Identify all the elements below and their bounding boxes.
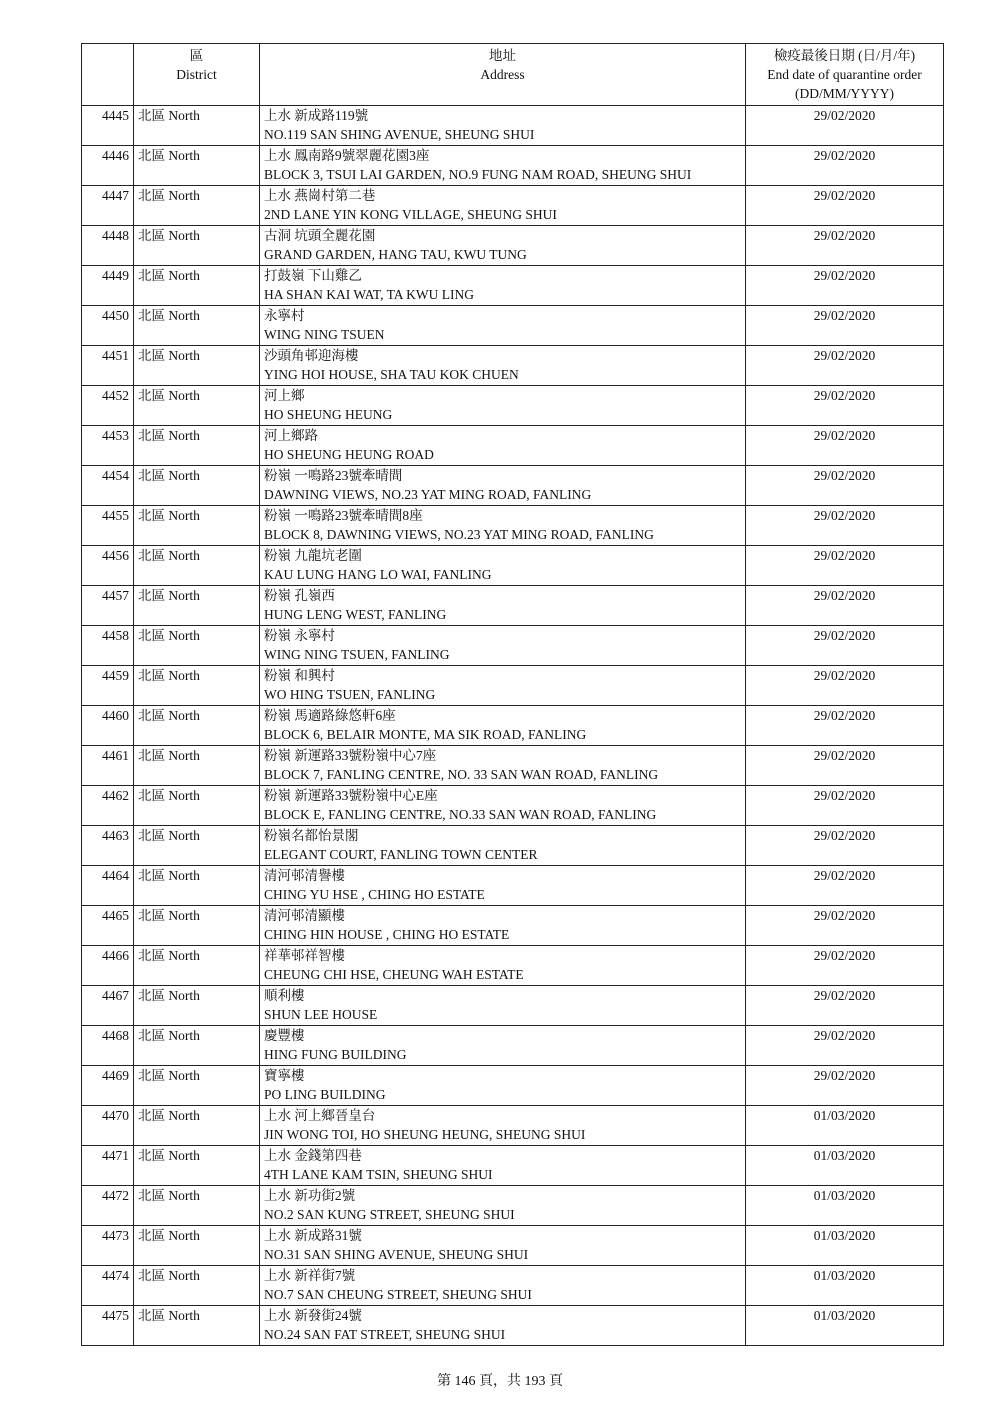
row-end-date: 29/02/2020	[746, 786, 944, 826]
row-end-date: 29/02/2020	[746, 746, 944, 786]
address-chinese: 打鼓嶺 下山雞乙	[264, 268, 362, 283]
row-end-date: 29/02/2020	[746, 266, 944, 306]
address-english: BLOCK 8, DAWNING VIEWS, NO.23 YAT MING ROAD, FANLING	[264, 527, 654, 542]
address-chinese: 河上鄉	[264, 388, 305, 403]
row-address	[260, 546, 746, 586]
row-address	[260, 666, 746, 706]
table-row	[82, 586, 944, 626]
row-number: 4448	[82, 226, 134, 266]
row-address	[260, 1226, 746, 1266]
address-chinese: 粉嶺名都怡景閣	[264, 828, 359, 843]
row-number: 4454	[82, 466, 134, 506]
address-chinese: 粉嶺 一鳴路23號牽晴間8座	[264, 508, 423, 523]
row-end-date: 29/02/2020	[746, 946, 944, 986]
row-district: 北區 North	[134, 1226, 260, 1266]
row-end-date: 29/02/2020	[746, 1026, 944, 1066]
address-chinese: 慶豐樓	[264, 1028, 305, 1043]
table-row	[82, 626, 944, 666]
row-district: 北區 North	[134, 1306, 260, 1346]
table-row	[82, 426, 944, 466]
header-row	[82, 44, 944, 106]
table-row	[82, 786, 944, 826]
row-end-date: 29/02/2020	[746, 106, 944, 146]
row-address	[260, 146, 746, 186]
address-chinese: 永寧村	[264, 308, 305, 323]
row-address	[260, 586, 746, 626]
row-district: 北區 North	[134, 866, 260, 906]
address-english: BLOCK 7, FANLING CENTRE, NO. 33 SAN WAN ROAD, FANLING	[264, 767, 659, 782]
address-english: NO.7 SAN CHEUNG STREET, SHEUNG SHUI	[264, 1287, 532, 1302]
address-english: BLOCK 3, TSUI LAI GARDEN, NO.9 FUNG NAM ROAD, SHEUNG SHUI	[264, 167, 692, 182]
row-district: 北區 North	[134, 506, 260, 546]
address-english: NO.31 SAN SHING AVENUE, SHEUNG SHUI	[264, 1247, 529, 1262]
row-address	[260, 1026, 746, 1066]
row-end-date: 29/02/2020	[746, 546, 944, 586]
header-address-zh: 地址	[489, 48, 516, 63]
row-number: 4447	[82, 186, 134, 226]
row-number: 4465	[82, 906, 134, 946]
table-row	[82, 986, 944, 1026]
table-row	[82, 226, 944, 266]
header-address-en: Address	[480, 67, 525, 82]
row-number: 4462	[82, 786, 134, 826]
table-row	[82, 1146, 944, 1186]
row-number: 4459	[82, 666, 134, 706]
row-end-date: 29/02/2020	[746, 346, 944, 386]
row-district: 北區 North	[134, 946, 260, 986]
row-number: 4467	[82, 986, 134, 1026]
row-district: 北區 North	[134, 786, 260, 826]
row-number: 4469	[82, 1066, 134, 1106]
row-end-date: 01/03/2020	[746, 1306, 944, 1346]
row-district: 北區 North	[134, 466, 260, 506]
table-row	[82, 866, 944, 906]
row-number: 4445	[82, 106, 134, 146]
header-date-en: End date of quarantine order	[767, 67, 922, 82]
address-chinese: 上水 新祥街7號	[264, 1268, 356, 1283]
row-district: 北區 North	[134, 186, 260, 226]
row-district: 北區 North	[134, 1066, 260, 1106]
row-end-date: 29/02/2020	[746, 906, 944, 946]
row-address	[260, 466, 746, 506]
address-chinese: 順利樓	[264, 988, 305, 1003]
address-chinese: 粉嶺 孔嶺西	[264, 588, 335, 603]
row-end-date: 01/03/2020	[746, 1146, 944, 1186]
address-english: YING HOI HOUSE, SHA TAU KOK CHUEN	[264, 367, 519, 382]
row-address	[260, 746, 746, 786]
row-district: 北區 North	[134, 906, 260, 946]
row-address	[260, 906, 746, 946]
row-end-date: 29/02/2020	[746, 146, 944, 186]
header-number	[82, 44, 134, 106]
row-address	[260, 1266, 746, 1306]
address-english: BLOCK 6, BELAIR MONTE, MA SIK ROAD, FANLING	[264, 727, 587, 742]
table-row	[82, 266, 944, 306]
row-end-date: 29/02/2020	[746, 226, 944, 266]
address-chinese: 寶寧樓	[264, 1068, 305, 1083]
address-chinese: 粉嶺 九龍坑老圍	[264, 548, 362, 563]
header-district-en: District	[176, 67, 217, 82]
row-district: 北區 North	[134, 1106, 260, 1146]
address-english: BLOCK E, FANLING CENTRE, NO.33 SAN WAN ROAD, FANLING	[264, 807, 657, 822]
row-number: 4460	[82, 706, 134, 746]
row-district: 北區 North	[134, 106, 260, 146]
row-district: 北區 North	[134, 626, 260, 666]
row-number: 4461	[82, 746, 134, 786]
table-row	[82, 906, 944, 946]
address-english: HUNG LENG WEST, FANLING	[264, 607, 447, 622]
row-number: 4472	[82, 1186, 134, 1226]
address-chinese: 粉嶺 和興村	[264, 668, 335, 683]
table-row	[82, 1266, 944, 1306]
table-header	[82, 44, 944, 106]
row-district: 北區 North	[134, 346, 260, 386]
header-district-zh: 區	[189, 48, 204, 63]
address-english: NO.2 SAN KUNG STREET, SHEUNG SHUI	[264, 1207, 515, 1222]
row-district: 北區 North	[134, 1146, 260, 1186]
table-body	[82, 106, 944, 1346]
header-date	[746, 44, 944, 106]
row-number: 4449	[82, 266, 134, 306]
row-address	[260, 306, 746, 346]
row-number: 4474	[82, 1266, 134, 1306]
row-number: 4470	[82, 1106, 134, 1146]
address-english: 4TH LANE KAM TSIN, SHEUNG SHUI	[264, 1167, 493, 1182]
table-row	[82, 506, 944, 546]
row-end-date: 01/03/2020	[746, 1186, 944, 1226]
row-district: 北區 North	[134, 146, 260, 186]
row-end-date: 01/03/2020	[746, 1106, 944, 1146]
address-chinese: 上水 河上鄉晉皇台	[264, 1108, 376, 1123]
quarantine-address-table	[81, 43, 944, 1346]
address-english: NO.119 SAN SHING AVENUE, SHEUNG SHUI	[264, 127, 535, 142]
address-english: WO HING TSUEN, FANLING	[264, 687, 436, 702]
row-address	[260, 1306, 746, 1346]
table-row	[82, 466, 944, 506]
address-english: SHUN LEE HOUSE	[264, 1007, 378, 1022]
address-chinese: 粉嶺 永寧村	[264, 628, 335, 643]
address-english: HING FUNG BUILDING	[264, 1047, 407, 1062]
row-district: 北區 North	[134, 986, 260, 1026]
row-number: 4463	[82, 826, 134, 866]
address-chinese: 古洞 坑頭全麗花園	[264, 228, 376, 243]
row-address	[260, 826, 746, 866]
address-english: PO LING BUILDING	[264, 1087, 386, 1102]
row-address	[260, 946, 746, 986]
header-district	[134, 44, 260, 106]
table-row	[82, 666, 944, 706]
row-number: 4473	[82, 1226, 134, 1266]
row-number: 4456	[82, 546, 134, 586]
header-date-format: (DD/MM/YYYY)	[795, 86, 894, 101]
row-district: 北區 North	[134, 1186, 260, 1226]
address-english: WING NING TSUEN, FANLING	[264, 647, 450, 662]
row-address	[260, 786, 746, 826]
row-end-date: 29/02/2020	[746, 506, 944, 546]
row-end-date: 29/02/2020	[746, 986, 944, 1026]
row-end-date: 29/02/2020	[746, 666, 944, 706]
address-chinese: 上水 新成路119號	[264, 108, 369, 123]
row-number: 4466	[82, 946, 134, 986]
row-end-date: 29/02/2020	[746, 866, 944, 906]
address-english: JIN WONG TOI, HO SHEUNG HEUNG, SHEUNG SHUI	[264, 1127, 586, 1142]
address-chinese: 粉嶺 馬適路綠悠軒6座	[264, 708, 396, 723]
page-number: 第 146 頁，共 193 頁	[437, 1374, 563, 1389]
table-row	[82, 1026, 944, 1066]
address-chinese: 上水 燕崗村第二巷	[264, 188, 376, 203]
row-district: 北區 North	[134, 386, 260, 426]
header-address	[260, 44, 746, 106]
row-district: 北區 North	[134, 546, 260, 586]
row-address	[260, 106, 746, 146]
address-english: 2ND LANE YIN KONG VILLAGE, SHEUNG SHUI	[264, 207, 557, 222]
address-chinese: 清河邨清顯樓	[264, 908, 345, 923]
address-english: ELEGANT COURT, FANLING TOWN CENTER	[264, 847, 538, 862]
address-english: KAU LUNG HANG LO WAI, FANLING	[264, 567, 492, 582]
row-end-date: 29/02/2020	[746, 626, 944, 666]
row-district: 北區 North	[134, 826, 260, 866]
row-number: 4446	[82, 146, 134, 186]
table-row	[82, 946, 944, 986]
row-address	[260, 1186, 746, 1226]
row-district: 北區 North	[134, 226, 260, 266]
address-english: HA SHAN KAI WAT, TA KWU LING	[264, 287, 475, 302]
table-row	[82, 346, 944, 386]
table-row	[82, 106, 944, 146]
table-row	[82, 186, 944, 226]
address-chinese: 上水 金錢第四巷	[264, 1148, 362, 1163]
table-row	[82, 1106, 944, 1146]
address-chinese: 沙頭角邨迎海樓	[264, 348, 359, 363]
address-english: HO SHEUNG HEUNG	[264, 407, 393, 422]
address-english: GRAND GARDEN, HANG TAU, KWU TUNG	[264, 247, 527, 262]
row-address	[260, 706, 746, 746]
row-end-date: 29/02/2020	[746, 186, 944, 226]
address-chinese: 清河邨清譽樓	[264, 868, 345, 883]
address-chinese: 祥華邨祥智樓	[264, 948, 345, 963]
table-row	[82, 1066, 944, 1106]
row-number: 4468	[82, 1026, 134, 1066]
row-number: 4457	[82, 586, 134, 626]
table-row	[82, 706, 944, 746]
row-address	[260, 186, 746, 226]
table-row	[82, 1186, 944, 1226]
address-chinese: 河上鄉路	[264, 428, 318, 443]
row-end-date: 29/02/2020	[746, 426, 944, 466]
row-number: 4471	[82, 1146, 134, 1186]
address-chinese: 上水 新成路31號	[264, 1228, 362, 1243]
address-chinese: 粉嶺 新運路33號粉嶺中心E座	[264, 788, 438, 803]
address-english: HO SHEUNG HEUNG ROAD	[264, 447, 434, 462]
row-address	[260, 1066, 746, 1106]
table-row	[82, 546, 944, 586]
address-chinese: 粉嶺 新運路33號粉嶺中心7座	[264, 748, 437, 763]
address-chinese: 上水 新功街2號	[264, 1188, 356, 1203]
table-row	[82, 306, 944, 346]
row-district: 北區 North	[134, 306, 260, 346]
row-address	[260, 1146, 746, 1186]
row-end-date: 29/02/2020	[746, 586, 944, 626]
row-address	[260, 626, 746, 666]
address-chinese: 上水 鳳南路9號翠麗花園3座	[264, 148, 430, 163]
row-end-date: 29/02/2020	[746, 306, 944, 346]
row-district: 北區 North	[134, 586, 260, 626]
row-address	[260, 506, 746, 546]
row-district: 北區 North	[134, 746, 260, 786]
address-english: WING NING TSUEN	[264, 327, 385, 342]
table-row	[82, 746, 944, 786]
row-number: 4458	[82, 626, 134, 666]
row-address	[260, 386, 746, 426]
row-end-date: 29/02/2020	[746, 826, 944, 866]
table-row	[82, 1226, 944, 1266]
table-row	[82, 386, 944, 426]
address-chinese: 上水 新發街24號	[264, 1308, 362, 1323]
table-row	[82, 826, 944, 866]
row-address	[260, 426, 746, 466]
row-address	[260, 986, 746, 1026]
row-district: 北區 North	[134, 426, 260, 466]
row-end-date: 29/02/2020	[746, 466, 944, 506]
address-english: CHING YU HSE , CHING HO ESTATE	[264, 887, 485, 902]
row-end-date: 29/02/2020	[746, 706, 944, 746]
row-address	[260, 266, 746, 306]
row-number: 4455	[82, 506, 134, 546]
row-address	[260, 226, 746, 266]
row-number: 4450	[82, 306, 134, 346]
address-english: DAWNING VIEWS, NO.23 YAT MING ROAD, FANLING	[264, 487, 592, 502]
row-number: 4475	[82, 1306, 134, 1346]
row-number: 4453	[82, 426, 134, 466]
row-address	[260, 866, 746, 906]
row-number: 4451	[82, 346, 134, 386]
row-end-date: 29/02/2020	[746, 386, 944, 426]
row-district: 北區 North	[134, 1266, 260, 1306]
table-row	[82, 146, 944, 186]
row-number: 4464	[82, 866, 134, 906]
row-district: 北區 North	[134, 666, 260, 706]
address-english: CHING HIN HOUSE , CHING HO ESTATE	[264, 927, 510, 942]
address-english: NO.24 SAN FAT STREET, SHEUNG SHUI	[264, 1327, 506, 1342]
address-english: CHEUNG CHI HSE, CHEUNG WAH ESTATE	[264, 967, 524, 982]
address-chinese: 粉嶺 一鳴路23號牽晴間	[264, 468, 403, 483]
row-end-date: 01/03/2020	[746, 1266, 944, 1306]
row-end-date: 01/03/2020	[746, 1226, 944, 1266]
header-date-zh: 檢疫最後日期 (日/月/年)	[773, 48, 916, 63]
row-district: 北區 North	[134, 266, 260, 306]
table-row	[82, 1306, 944, 1346]
row-end-date: 29/02/2020	[746, 1066, 944, 1106]
row-district: 北區 North	[134, 1026, 260, 1066]
row-number: 4452	[82, 386, 134, 426]
row-address	[260, 346, 746, 386]
row-address	[260, 1106, 746, 1146]
row-district: 北區 North	[134, 706, 260, 746]
